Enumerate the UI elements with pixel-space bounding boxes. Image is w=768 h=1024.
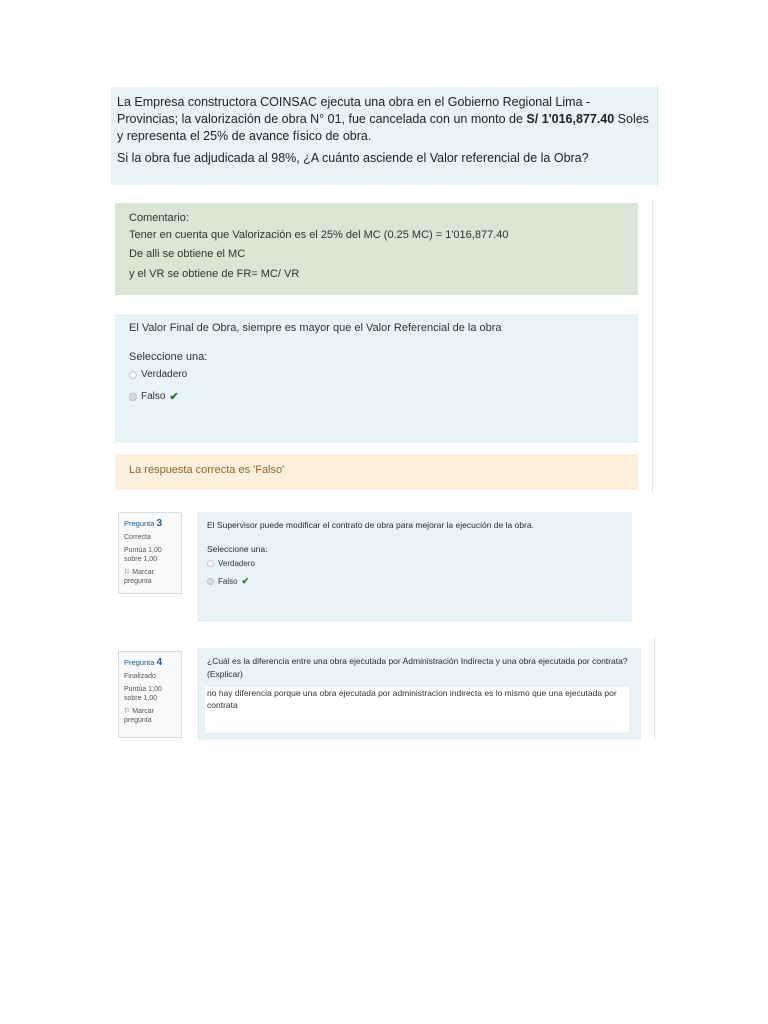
correct-answer-feedback: La respuesta correcta es 'Falso' xyxy=(115,454,638,490)
check-icon: ✔ xyxy=(241,575,250,586)
question-3-text: El Supervisor puede modificar el contrato de obra para mejorar la ejecución de la obra. xyxy=(207,520,534,530)
comment-line: Tener en cuenta que Valorización es el 25% del MC (0.25 MC) = 1'016,877.40 xyxy=(129,228,509,241)
question-number: Pregunta 3 xyxy=(124,518,163,529)
question-4-block xyxy=(197,648,641,740)
flag-icon: ⚐ xyxy=(124,707,131,715)
flag-question-link[interactable]: ⚐ Marcar pregunta xyxy=(124,707,155,725)
question-2-block xyxy=(115,314,638,443)
radio-button[interactable] xyxy=(129,371,137,379)
question-4-text: ¿Cuál es la diferencia entre una obra ejecutada por Administración Indirecta y una obra ejecutada por contrata? (Explicar) xyxy=(207,656,628,679)
question-1-block xyxy=(111,87,659,185)
question-2-text: El Valor Final de Obra, siempre es mayor que el Valor Referencial de la obra xyxy=(129,322,502,334)
check-icon: ✔ xyxy=(169,391,179,403)
radio-button[interactable] xyxy=(207,560,214,567)
question-status: Correcta xyxy=(124,533,151,541)
divider-line xyxy=(654,637,655,740)
question-score: Puntúa 1,00 sobre 1,00 xyxy=(124,546,162,564)
option-falso[interactable]: Falso ✔ xyxy=(207,576,622,587)
question-1-question: Si la obra fue adjudicada al 98%, ¿A cuánto asciende el Valor referencial de la Obra? xyxy=(117,150,589,165)
question-score: Puntúa 1,00 sobre 1,00 xyxy=(124,685,162,703)
question-4-info xyxy=(118,651,182,738)
valuation-amount: S/ 1'016,877.40 xyxy=(526,111,615,126)
essay-answer-field[interactable]: no hay diferencia porque una obra ejecutada por administracion indirecta es lo mismo que una ejecutada por contrata xyxy=(205,687,629,732)
option-verdadero[interactable]: Verdadero xyxy=(207,559,622,568)
radio-button-selected[interactable] xyxy=(129,393,137,401)
question-number: Pregunta 4 xyxy=(124,657,163,668)
select-prompt: Seleccione una: xyxy=(207,543,268,554)
question-3-block xyxy=(197,512,632,622)
comment-line: y el VR se obtiene de FR= MC/ VR xyxy=(129,267,300,280)
question-3-info xyxy=(118,512,182,594)
option-falso[interactable]: Falso ✔ xyxy=(129,390,624,403)
question-1-statement: La Empresa constructora COINSAC ejecuta una obra en el Gobierno Regional Lima - Provincias; la valorización de obra N° 01, fue cancelada con un monto de S/ 1'016,877.40 Soles y representa el 25% de avance físico de obra. xyxy=(117,95,649,143)
comment-title: Comentario: xyxy=(129,212,189,224)
option-verdadero[interactable]: Verdadero xyxy=(129,369,624,380)
comment-line: De alli se obtiene el MC xyxy=(129,248,246,260)
select-prompt: Seleccione una: xyxy=(129,351,208,363)
flag-icon: ⚐ xyxy=(124,568,131,576)
flag-question-link[interactable]: ⚐ Marcar pregunta xyxy=(124,568,155,586)
comment-block xyxy=(115,203,638,295)
divider-line xyxy=(652,200,653,493)
radio-button-selected[interactable] xyxy=(207,578,214,585)
question-status: Finalizado xyxy=(124,672,156,680)
